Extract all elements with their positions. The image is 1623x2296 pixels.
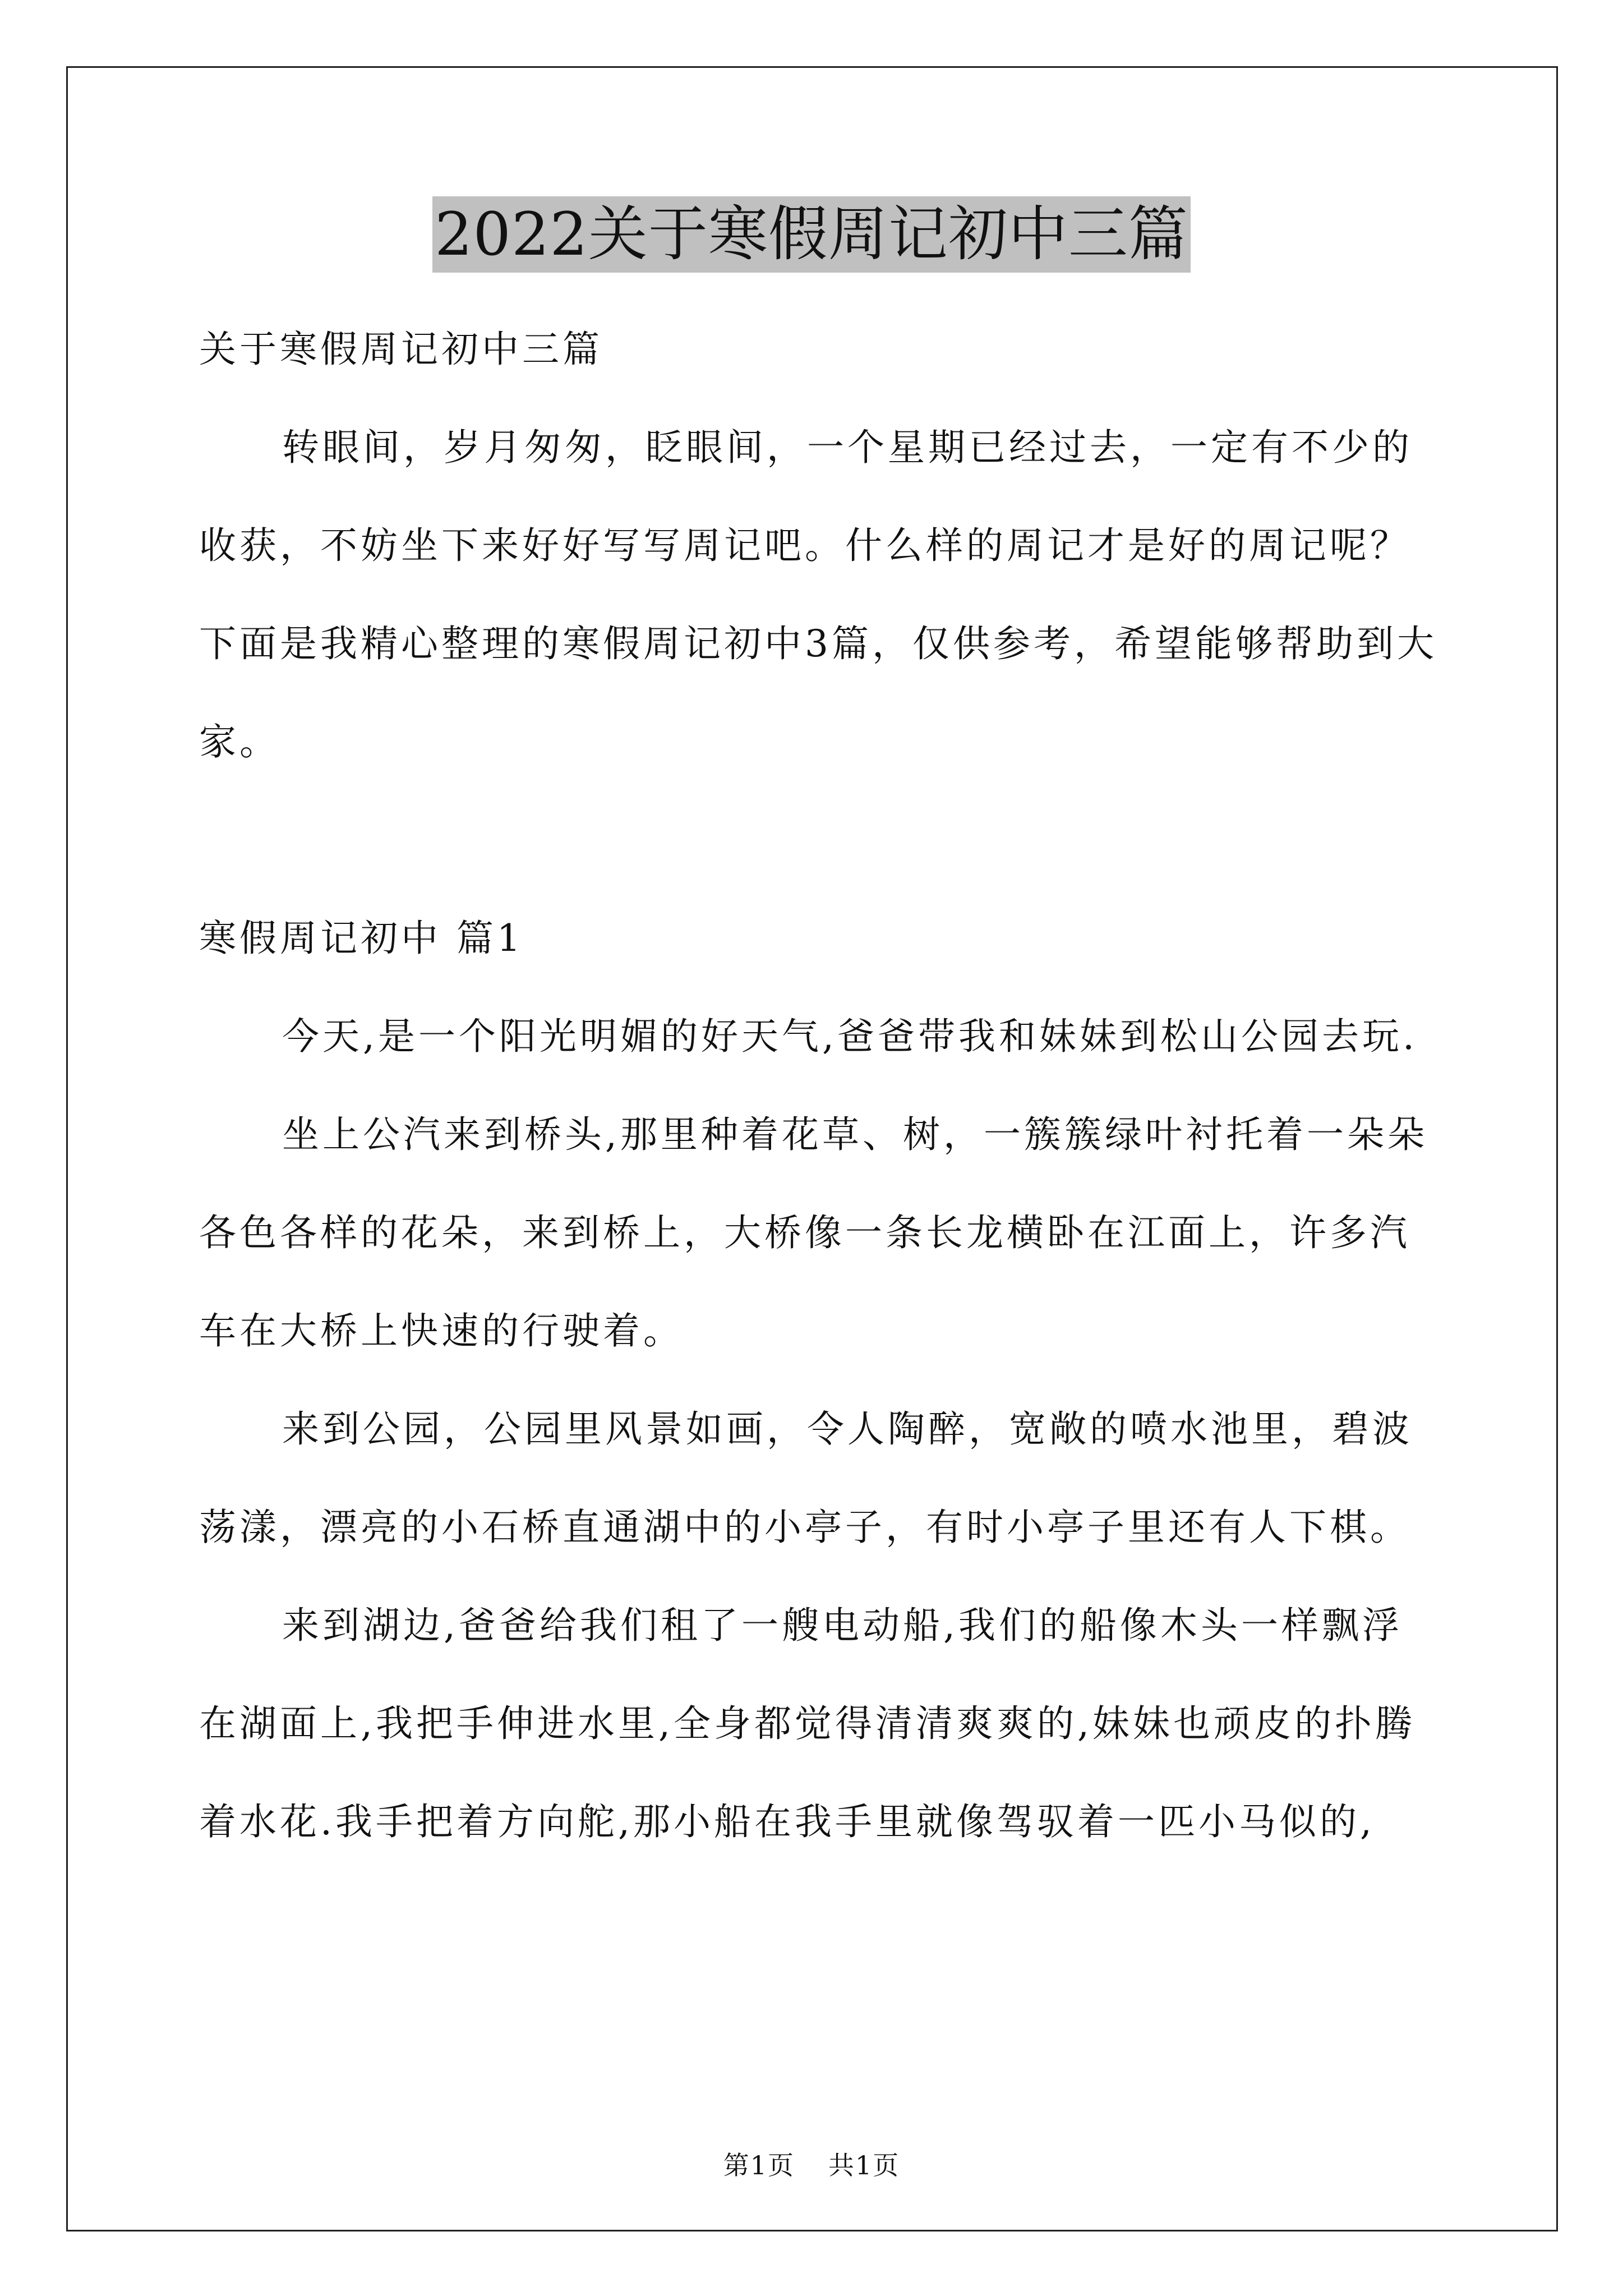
- page-footer: [0, 2148, 1623, 2182]
- document-title: 2022关于寒假周记初中三篇: [432, 196, 1191, 273]
- intro-paragraph: 转眼间，岁月匆匆，眨眼间，一个星期已经过去，一定有不少的收获，不妨坐下来好好写写周记吧。什么样的周记才是好的周记呢？下面是我精心整理的寒假周记初中3篇，仅供参考，希望能够帮助到大家。: [199, 426, 1437, 763]
- body-paragraph: 今天,是一个阳光明媚的好天气,爸爸带我和妹妹到松山公园去玩.: [282, 1015, 1418, 1058]
- document-subtitle: 关于寒假周记初中三篇: [199, 328, 603, 371]
- section-heading: 寒假周记初中 篇1: [199, 917, 524, 960]
- page-total: 共1页: [828, 2150, 900, 2180]
- body-paragraph: 来到湖边,爸爸给我们租了一艘电动船,我们的船像木头一样飘浮在湖面上,我把手伸进水里,全身都觉得清清爽爽的,妹妹也顽皮的扑腾着水花.我手把着方向舵,那小船在我手里就像驾驭着一匹小马似的,: [199, 1604, 1415, 1843]
- title-container: [0, 196, 1623, 273]
- page-number: 第1页: [723, 2150, 795, 2180]
- document-body: [199, 300, 1441, 1871]
- body-paragraph: 坐上公汽来到桥头,那里种着花草、树，一簇簇绿叶衬托着一朵朵各色各样的花朵，来到桥上，大桥像一条长龙横卧在江面上，许多汽车在大桥上快速的行驶着。: [199, 1113, 1428, 1352]
- body-paragraph: 来到公园，公园里风景如画，令人陶醉，宽敞的喷水池里，碧波荡漾，漂亮的小石桥直通湖中的小亭子，有时小亭子里还有人下棋。: [199, 1407, 1413, 1549]
